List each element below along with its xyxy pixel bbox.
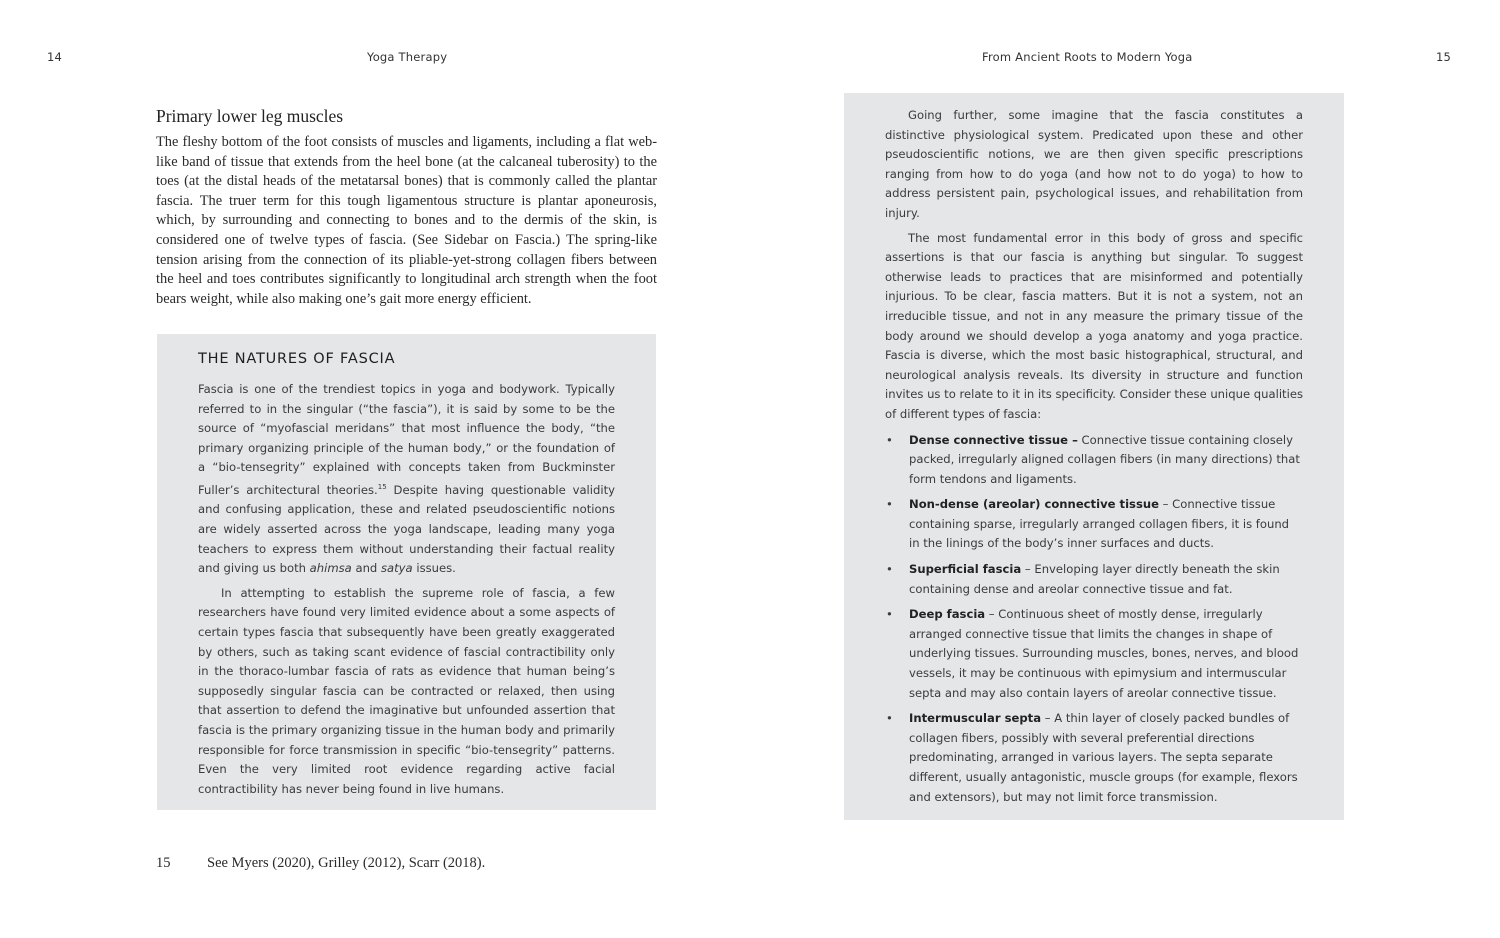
- italic-term-ahimsa: ahimsa: [309, 561, 352, 576]
- sidebar-text: and: [351, 561, 381, 576]
- list-item: [885, 431, 1303, 490]
- fascia-sidebar-continued: [844, 93, 1344, 820]
- list-description: – Connective tissue containing sparse, irregularly arranged collagen fibers, it is found in the linings of the body’s inner surfaces and ducts.: [909, 497, 1290, 551]
- footnote: [156, 855, 485, 872]
- footnote-reference: 15: [377, 482, 387, 491]
- sidebar-paragraph: The most fundamental error in this body of gross and specific assertions is that our fascia is anything but singular. To suggest otherwise leads to practices that are misinformed and potentially injurious. To be clear, fascia matters. But it is not a system, not an irreducible tissue, and not in any measure the primary tissue of the body around we should develop a yoga anatomy and yoga practice. Fascia is diverse, which the most basic histographical, structural, and neurological analysis reveals. Its diversity in structure and function invites us to relate to it in its specificity. Consider these unique qualities of different types of fascia:: [885, 230, 1303, 421]
- sidebar-text: Fascia is one of the trendiest topics in yoga and bodywork. Typically referred to in the singular (“the fascia”), it is said by some to be the source of “myofascial meridans” that most influence the body, “the primary organizing principle of the human body,” or the foundation of a “bio-tensegrity” explained with concepts taken from Buckminster Fuller’s architectural theories.: [198, 382, 615, 497]
- section-heading: Primary lower leg muscles: [156, 106, 344, 126]
- page-number-right: 15: [1436, 50, 1452, 64]
- list-item: [885, 709, 1303, 807]
- fascia-types-list: [885, 431, 1303, 808]
- bullet-icon: •: [886, 497, 893, 512]
- italic-term-satya: satya: [380, 561, 413, 576]
- footnote-text: See Myers (2020), Grilley (2012), Scarr (2018).: [207, 855, 486, 871]
- sidebar-title: THE NATURES OF FASCIA: [198, 351, 396, 367]
- running-head-left: Yoga Therapy: [367, 50, 448, 64]
- list-term: Deep fascia: [909, 607, 986, 622]
- page-number-left: 14: [47, 50, 63, 64]
- list-term: Non-dense (areolar) connective tissue: [909, 497, 1159, 512]
- body-paragraph: The fleshy bottom of the foot consists of muscles and ligaments, including a flat web-like band of tissue that extends from the heel bone (at the calcaneal tuberosity) to the toes (at the distal heads of the metatarsal bones) that is commonly called the plantar fascia. The truer term for this tough ligamentous structure is plantar aponeurosis, which, by surrounding and connecting to bones and to the dermis of the skin, is considered one of twelve types of fascia. (See Sidebar on Fascia.) The spring-like tension arising from the connection of its pliable-yet-strong collagen fibers between the heel and toes contributes significantly to longitudinal arch strength when the foot bears weight, while also making one’s gait more energy efficient.: [156, 134, 657, 307]
- list-term: Intermuscular septa: [909, 711, 1042, 726]
- list-item: [885, 495, 1303, 554]
- bullet-icon: •: [886, 562, 893, 577]
- list-description: – Enveloping layer directly beneath the skin containing dense and areolar connective tissue and fat.: [909, 562, 1280, 596]
- list-term: Dense connective tissue –: [909, 432, 1078, 447]
- list-description: – Continuous sheet of mostly dense, irregularly arranged connective tissue that limits the changes in shape of underlying tissues. Surrounding muscles, bones, nerves, and blood vessels, it may be continuous with epimysium and intermuscular septa and may also contain layers of areolar connective tissue.: [909, 607, 1299, 700]
- sidebar-paragraph: Going further, some imagine that the fascia constitutes a distinctive physiological system. Predicated upon these and other pseudoscientific notions, we are then given specific prescriptions ranging from how to do yoga (and how not to do yoga) to how to address persistent pain, psychological issues, and rehabilitation from injury.: [885, 108, 1303, 220]
- list-item: [885, 560, 1303, 599]
- list-description: Connective tissue containing closely packed, irregularly aligned collagen fibers (in many directions) that form tendons and ligaments.: [909, 432, 1300, 486]
- fascia-sidebar: [157, 334, 656, 810]
- list-description: – A thin layer of closely packed bundles of collagen fibers, possibly with several preferential directions predominating, arranged in various layers. The septa separate different, usually antagonistic, muscle groups (for example, flexors and extensors), but may not limit force transmission.: [909, 711, 1298, 804]
- list-term: Superficial fascia: [909, 562, 1022, 577]
- bullet-icon: •: [886, 711, 893, 726]
- bullet-icon: •: [886, 607, 893, 622]
- bullet-icon: •: [886, 432, 893, 447]
- list-item: [885, 605, 1303, 703]
- sidebar-paragraph: [198, 380, 615, 579]
- sidebar-text: Despite having questionable validity and confusing application, these and related pseudoscientific notions are widely asserted across the yoga landscape, leading many yoga teachers to express them without understanding their factual reality and giving us both: [198, 482, 615, 576]
- footnote-number: 15: [156, 855, 171, 871]
- sidebar-paragraph: In attempting to establish the supreme role of fascia, a few researchers have found very limited evidence about a some aspects of certain types fascia that subsequently have been greatly exaggerated by others, such as taking scant evidence of fascial contractibility only in the thoraco-lumbar fascia of rats as evidence that human being’s supposedly singular fascia can be contracted or relaxed, then using that assertion to defend the imaginative but unfounded assertion that fascia is the primary organizing tissue in the human body and primarily responsible for force transmission in specific “bio-tensegrity” patterns. Even the very limited root evidence regarding active facial contractibility has never being found in live humans.: [198, 585, 615, 796]
- sidebar-text: issues.: [412, 561, 456, 576]
- running-head-right: From Ancient Roots to Modern Yoga: [982, 50, 1193, 64]
